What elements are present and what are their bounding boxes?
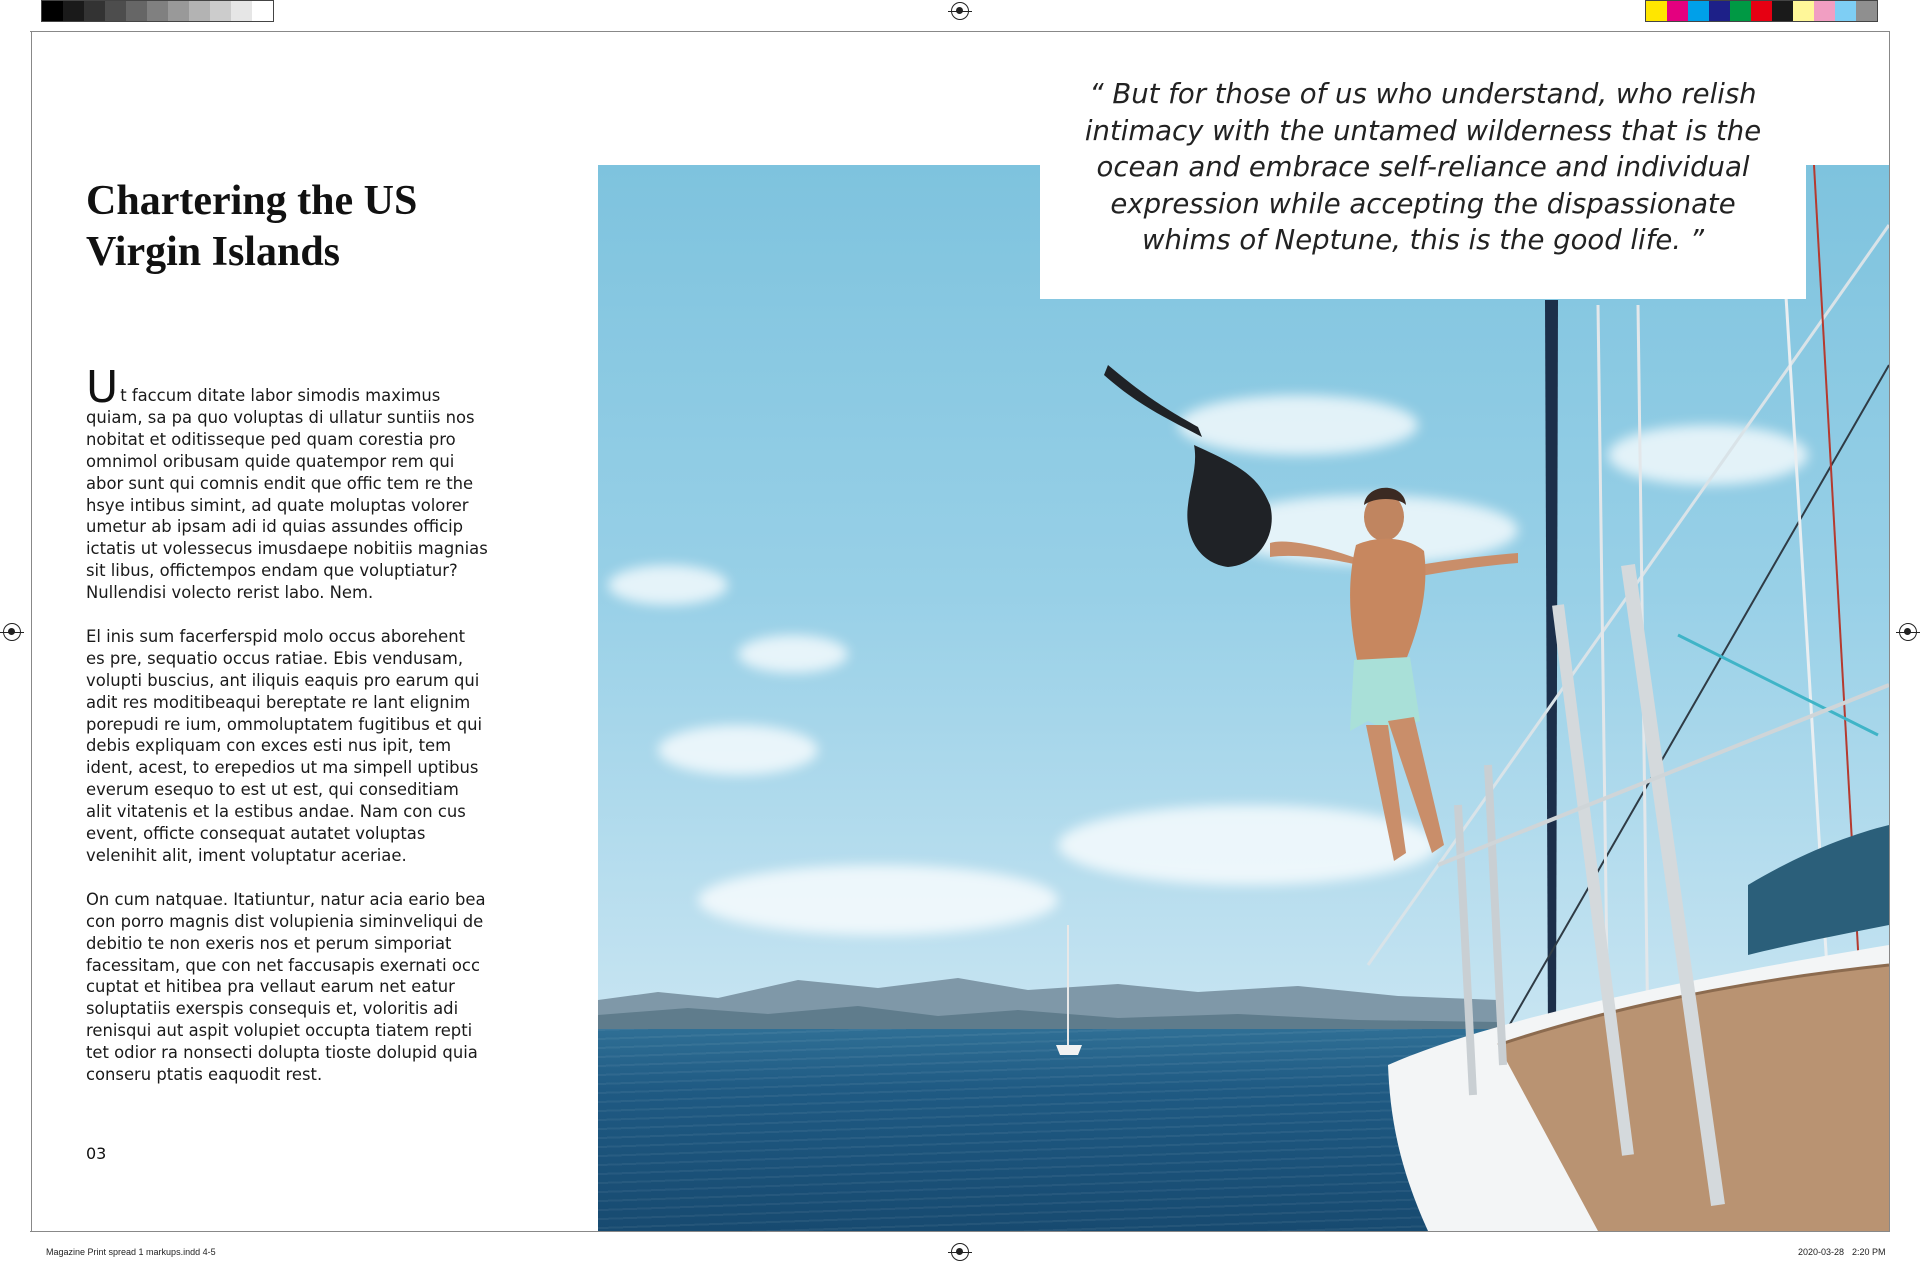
body-paragraph-1-text: t faccum ditate labor simodis maximus quiam, sa pa quo voluptas di ullatur suntiis nos nobitat et oditisseque ped quam corestia pro omnimol oribusam quide quatempor rem qui abor sunt qui comnis endit que offic tem re the hsye intibus simint, ad quate moluptas volorer umetur ab ipsam adi id quias assundes officip ictatis ut volessecus imusdaepe nobitiis magnias sit libus, offictempos endam que voluptiatur? Nullendisi volecto rerist labo. Nem. [86, 386, 488, 603]
sailing-photo [598, 165, 1889, 1231]
trim-line-bottom [30, 1231, 1890, 1232]
gray-swatch [189, 1, 210, 21]
slug-time: 2:20 PM [1852, 1247, 1886, 1257]
article-body [86, 362, 488, 1108]
body-paragraph-1 [86, 362, 488, 604]
slug-file-info: Magazine Print spread 1 markups.indd 4-5 [46, 1247, 216, 1257]
slug-date: 2020-03-28 [1798, 1247, 1845, 1257]
registration-mark-top-icon [951, 2, 969, 20]
article-headline [86, 176, 506, 278]
registration-mark-right-icon [1899, 623, 1917, 641]
trim-line-right [1889, 31, 1890, 1231]
page-number: 03 [86, 1144, 107, 1163]
gray-swatch [84, 1, 105, 21]
color-swatch [1646, 1, 1667, 21]
pull-quote: “ But for those of us who understand, who relish intimacy with the untamed wilderness that is the ocean and embrace self-reliance and individual expression while accepting the dispassionate whims of Neptune, this is the good life. ” [1084, 78, 1762, 256]
gray-swatch [231, 1, 252, 21]
color-swatch [1793, 1, 1814, 21]
gray-swatch [42, 1, 63, 21]
registration-mark-left-icon [3, 623, 21, 641]
yacht-illustration [598, 165, 1889, 1231]
headline-line-2: Virgin Islands [86, 229, 341, 275]
registration-mark-bottom-icon [951, 1243, 969, 1261]
body-paragraph-2: El inis sum facerferspid molo occus aborehent es pre, sequatio occus ratiae. Ebis vendusam, volupti buscius, ant iliquis eaquis pro earum qui adit res moditibeaqui bereptate re lant elignim porepudi re ium, ommoluptatem fugitibus et qui debis expliquam con exces esti nus ipit, tem ident, acest, to erepedios ut ma simpell uptibus everum esequo to est ut est, qui conseditiam alit vitatenis et la estibus andae. Nam con cus event, officte consequat autatet voluptas velenihit alit, iment voluptatur aceriae. [86, 626, 483, 866]
gray-swatch [126, 1, 147, 21]
drop-cap: U [86, 362, 119, 413]
color-swatch [1730, 1, 1751, 21]
cmyk-color-bar [1645, 0, 1878, 22]
color-swatch [1751, 1, 1772, 21]
color-swatch [1814, 1, 1835, 21]
color-swatch [1709, 1, 1730, 21]
body-paragraph-3: On cum natquae. Itatiuntur, natur acia eario bea con porro magnis dist volupienia siminveliqui de debitio te non exeris nos et perum simporiat facessitam, que con net faccusapis exernati occ cuptat et hitibea pra vellaut earum net eatur soluptatiis exerspis consequis et, voloritis adi renisqui aut aspit volupiet occupta tiatem repti tet odior ra nonsecti dolupta tioste dolupid quia conseru ptatis eaquodit rest. [86, 889, 486, 1085]
color-swatch [1772, 1, 1793, 21]
color-swatch [1667, 1, 1688, 21]
color-swatch [1856, 1, 1877, 21]
gray-swatch [210, 1, 231, 21]
gray-swatch [63, 1, 84, 21]
color-swatch [1688, 1, 1709, 21]
gray-swatch [252, 1, 273, 21]
gray-swatch [168, 1, 189, 21]
trim-line-left [31, 31, 32, 1231]
gray-swatch [105, 1, 126, 21]
headline-line-1: Chartering the US [86, 178, 418, 224]
color-swatch [1835, 1, 1856, 21]
trim-line-top [30, 31, 1890, 32]
gray-swatch [147, 1, 168, 21]
grayscale-color-bar [41, 0, 274, 22]
